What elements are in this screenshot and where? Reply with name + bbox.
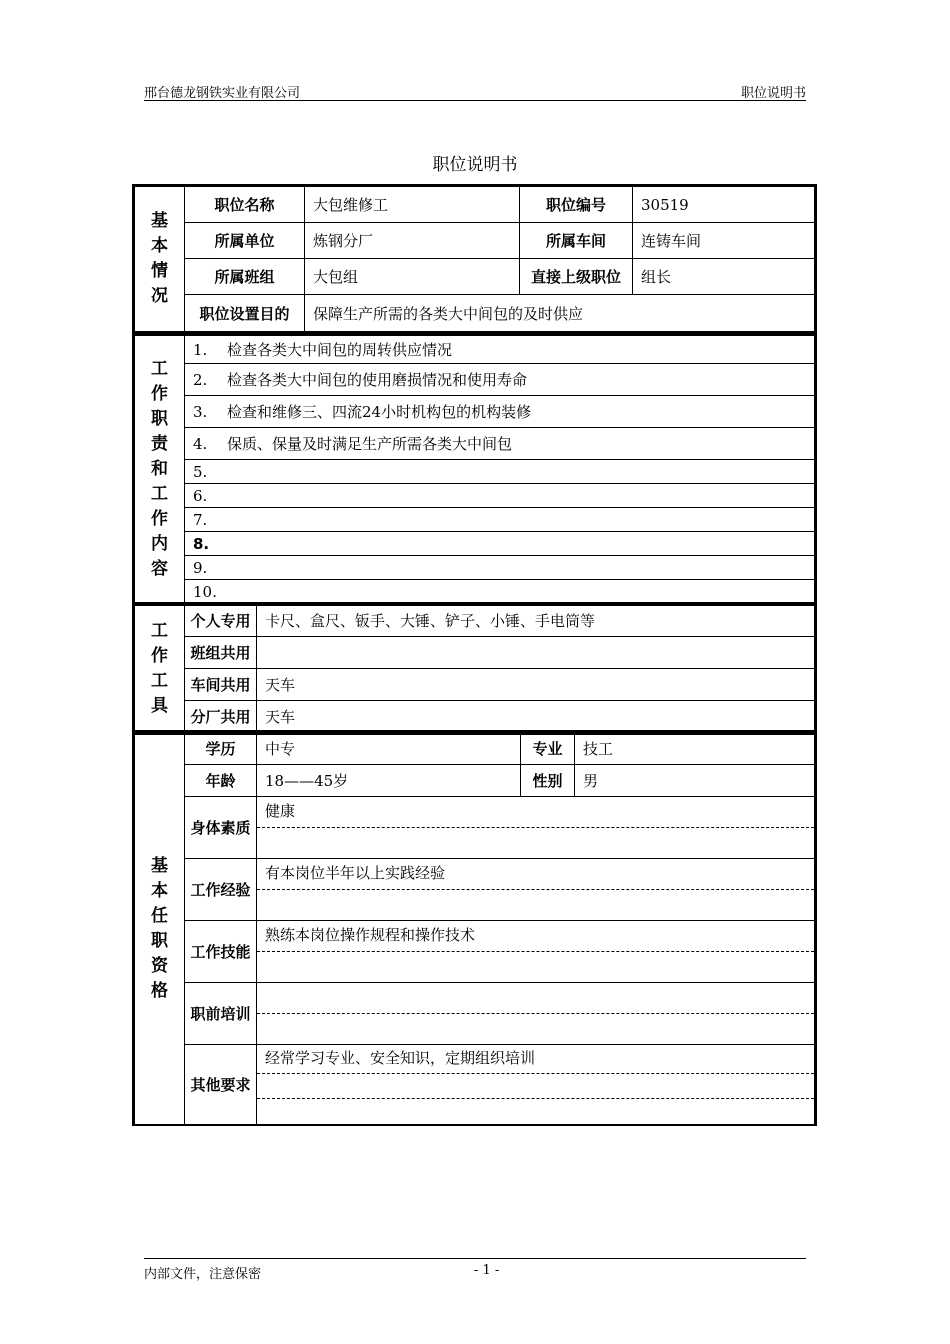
- page-footer: [144, 1258, 806, 1282]
- age-value: 18——45岁: [257, 765, 521, 797]
- health-cell: [257, 797, 815, 859]
- header-doc-type: 职位说明书: [740, 86, 806, 101]
- health-value: 健康: [257, 797, 814, 828]
- training-cell: [257, 983, 815, 1045]
- duty-item: 3. 检查和维修三、四流24小时机构包的机构装修: [185, 396, 815, 428]
- duty-item: 9.: [185, 556, 815, 580]
- tool-row-value: 卡尺、盒尺、钣手、大锤、铲子、小锤、手电筒等: [257, 605, 815, 637]
- workshop-label: 所属车间: [520, 223, 633, 259]
- duty-item: 1. 检查各类大中间包的周转供应情况: [185, 336, 815, 364]
- superior-label: 直接上级职位: [520, 259, 633, 295]
- gender-value: 男: [575, 765, 815, 797]
- team-label: 所属班组: [185, 259, 305, 295]
- basic-info-section: [132, 184, 817, 334]
- page-title: 职位说明书: [432, 155, 518, 175]
- duty-item: 2. 检查各类大中间包的使用磨损情况和使用寿命: [185, 364, 815, 396]
- tool-row-value: 天车: [257, 701, 815, 733]
- training-label: 职前培训: [185, 983, 257, 1045]
- other-value: 经常学习专业、安全知识，定期组织培训: [257, 1045, 814, 1074]
- training-value: [257, 983, 814, 1014]
- education-label: 学历: [185, 733, 257, 765]
- tool-row-value: [257, 637, 815, 669]
- duty-item: 8.: [185, 532, 815, 556]
- page-number: - 1 -: [474, 1263, 500, 1278]
- health-label: 身体素质: [185, 797, 257, 859]
- gender-label: 性别: [521, 765, 575, 797]
- skills-cell: [257, 921, 815, 983]
- workshop-value: 连铸车间: [633, 223, 815, 259]
- superior-value: 组长: [633, 259, 815, 295]
- purpose-value: 保障生产所需的各类大中间包的及时供应: [305, 295, 815, 332]
- duty-item: 4. 保质、保量及时满足生产所需各类大中间包: [185, 428, 815, 460]
- company-name: 邢台德龙钢铁实业有限公司: [144, 86, 301, 101]
- tools-heading: 工作工具: [135, 605, 185, 733]
- confidential-note: 内部文件，注意保密: [144, 1267, 262, 1282]
- duty-item: 6.: [185, 484, 815, 508]
- position-code: 30519: [633, 187, 815, 223]
- tool-row-label: 车间共用: [185, 669, 257, 701]
- tool-row-label: 个人专用: [185, 605, 257, 637]
- other-cell: [257, 1045, 815, 1126]
- purpose-label: 职位设置目的: [185, 295, 305, 332]
- duty-item: 5.: [185, 460, 815, 484]
- duties-section: [132, 333, 817, 606]
- page-header: [144, 82, 806, 101]
- experience-value: 有本岗位半年以上实践经验: [257, 859, 814, 890]
- tool-row-label: 分厂共用: [185, 701, 257, 733]
- major-label: 专业: [521, 733, 575, 765]
- basic-info-heading: 基本情况: [135, 187, 185, 332]
- other-label: 其他要求: [185, 1045, 257, 1126]
- tool-row-value: 天车: [257, 669, 815, 701]
- skills-label: 工作技能: [185, 921, 257, 983]
- unit-label: 所属单位: [185, 223, 305, 259]
- tools-section: [132, 602, 817, 735]
- position-name-label: 职位名称: [185, 187, 305, 223]
- major-value: 技工: [575, 733, 815, 765]
- education-value: 中专: [257, 733, 521, 765]
- duty-item: 10.: [185, 580, 815, 604]
- qualifications-section: [132, 730, 817, 1126]
- unit-value: 炼钢分厂: [305, 223, 520, 259]
- age-label: 年龄: [185, 765, 257, 797]
- tool-row-label: 班组共用: [185, 637, 257, 669]
- team-value: 大包组: [305, 259, 520, 295]
- duties-heading: 工作职责和工作内容: [135, 336, 185, 604]
- position-name: 大包维修工: [305, 187, 520, 223]
- experience-label: 工作经验: [185, 859, 257, 921]
- position-code-label: 职位编号: [520, 187, 633, 223]
- skills-value: 熟练本岗位操作规程和操作技术: [257, 921, 814, 952]
- qualifications-heading: 基本任职资格: [135, 733, 185, 1126]
- duty-item: 7.: [185, 508, 815, 532]
- experience-cell: [257, 859, 815, 921]
